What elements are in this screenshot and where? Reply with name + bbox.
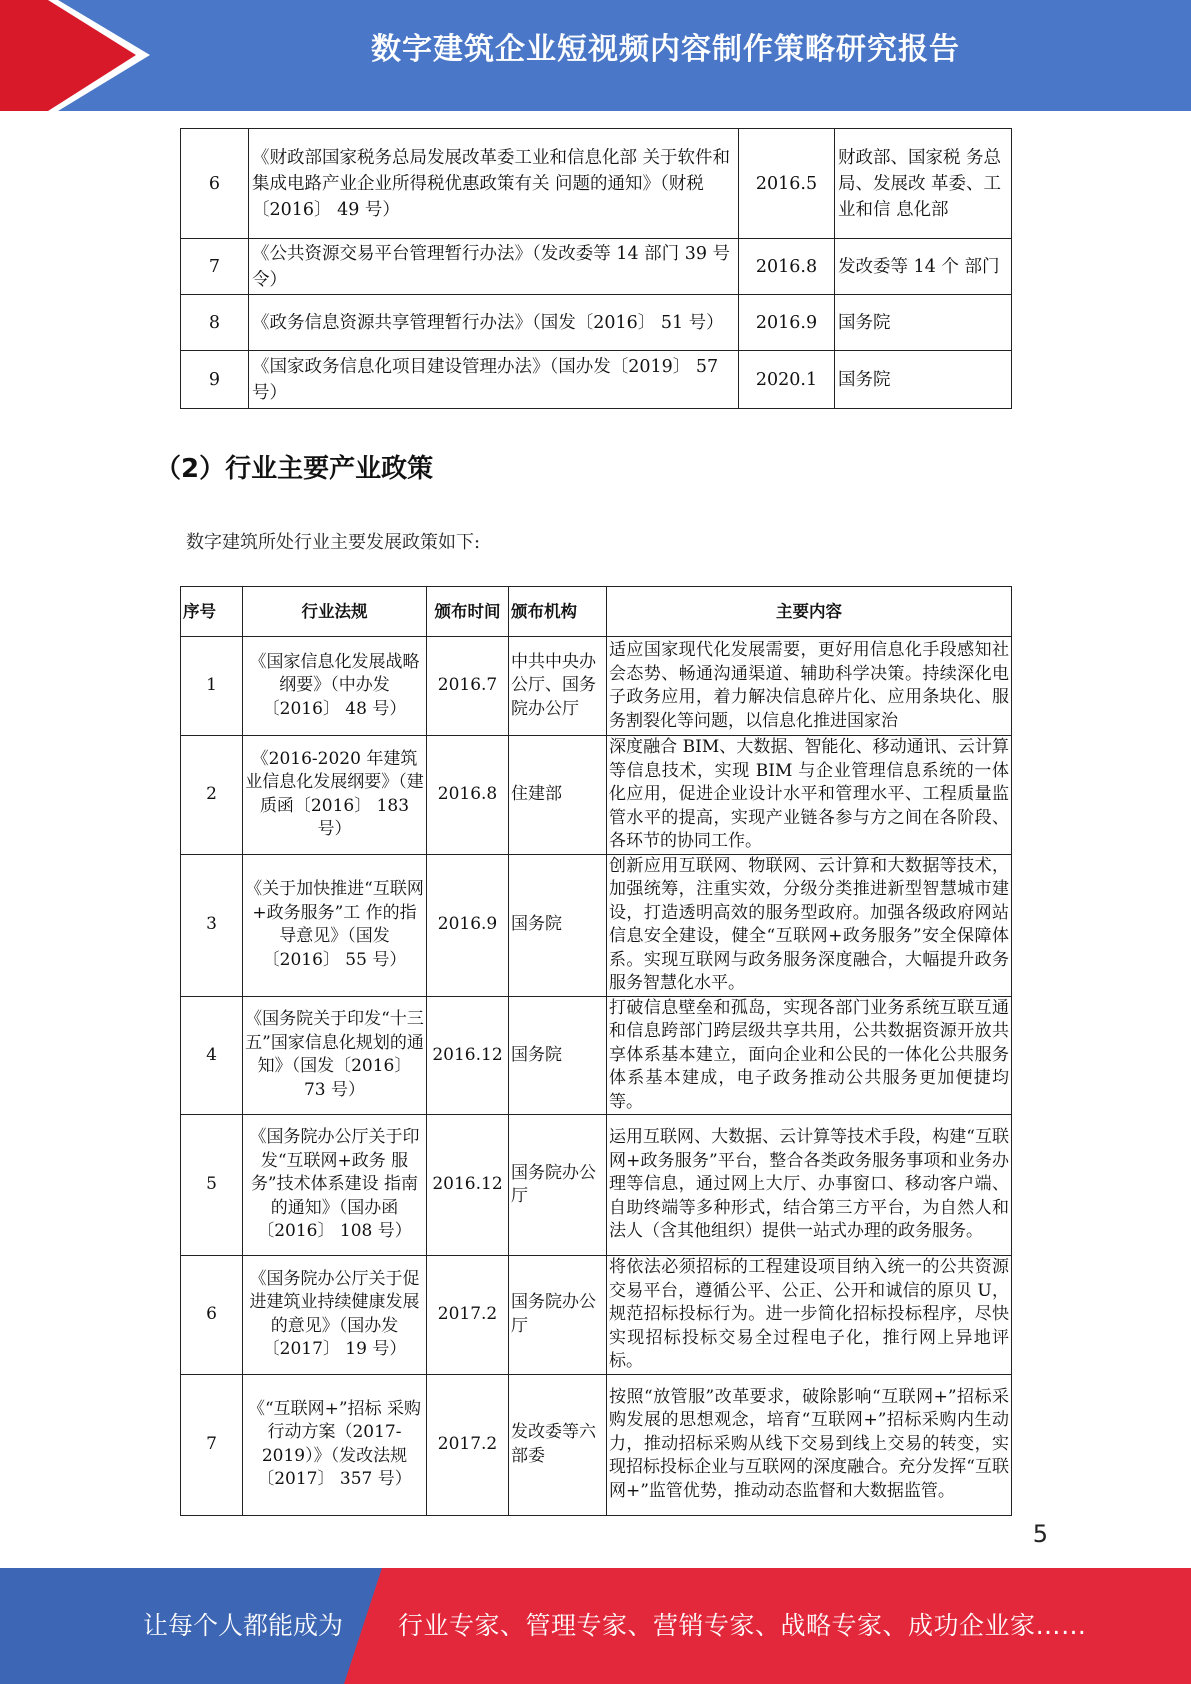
issuing-body: 国务院办公厅 xyxy=(509,1115,607,1256)
table-row xyxy=(181,239,1012,295)
issue-date: 2020.1 xyxy=(739,351,835,409)
header-no: 序号 xyxy=(181,587,243,637)
main-content: 适应国家现代化发展需要，更好用信息化手段感知社会态势、畅通沟通渠道、辅助科学决策。持续深化电子政务应用，着力解决信息碎片化、应用条块化、服务割裂化等问题，以信息化推进国家治 xyxy=(607,637,1012,736)
page-number: 5 xyxy=(1032,1520,1048,1548)
row-number: 4 xyxy=(181,996,243,1115)
main-content: 按照“放管服”改革要求，破除影响“互联网+”招标采购发展的思想观念，培育“互联网+”招标采购内生动力，推动招标采购从线下交易到线上交易的转变，实现招标投标企业与互联网的深度融合。充分发挥“互联网+”监管优势，推动动态监督和大数据监管。 xyxy=(607,1374,1012,1515)
issuing-body: 国务院 xyxy=(509,996,607,1115)
issuing-body: 国务院 xyxy=(835,295,1012,351)
row-number: 7 xyxy=(181,1374,243,1515)
main-content: 创新应用互联网、物联网、云计算和大数据等技术，加强统筹，注重实效，分级分类推进新型智慧城市建设，打造透明高效的服务型政府。加强各级政府网站信息安全建设，健全“互联网+政务服务”安全保障体系。实现互联网与政务服务深度融合，大幅提升政务服务智慧化水平。 xyxy=(607,854,1012,996)
law-name: 《2016-2020 年建筑 业信息化发展纲要》（建质函〔2016〕 183 号） xyxy=(243,736,427,855)
table-row xyxy=(181,351,1012,409)
footer-slogan-right: 行业专家、管理专家、营销专家、战略专家、成功企业家…… xyxy=(398,1611,1087,1640)
table-row xyxy=(181,736,1012,855)
issuing-body: 发改委等 14 个 部门 xyxy=(835,239,1012,295)
page-header xyxy=(0,0,1191,111)
header-org: 颁布机构 xyxy=(509,587,607,637)
section-intro: 数字建筑所处行业主要发展政策如下: xyxy=(186,532,481,553)
issue-date: 2016.9 xyxy=(739,295,835,351)
law-name: 《政务信息资源共享管理暂行办法》（国发〔2016〕 51 号） xyxy=(249,295,739,351)
issuing-body: 住建部 xyxy=(509,736,607,855)
issue-date: 2016.12 xyxy=(427,1115,509,1256)
issuing-body: 发改委等六部委 xyxy=(509,1374,607,1515)
law-name: 《财政部国家税务总局发展改革委工业和信息化部 关于软件和集成电路产业企业所得税优惠政策有关 问题的通知》（财税〔2016〕 49 号） xyxy=(249,129,739,239)
table-row xyxy=(181,854,1012,996)
issue-date: 2016.5 xyxy=(739,129,835,239)
table-row xyxy=(181,1374,1012,1515)
header-content: 主要内容 xyxy=(607,587,1012,637)
table-row xyxy=(181,129,1012,239)
header-law: 行业法规 xyxy=(243,587,427,637)
issue-date: 2016.12 xyxy=(427,996,509,1115)
main-content: 将依法必须招标的工程建设项目纳入统一的公共资源交易平台，遵循公平、公正、公开和诚信的原贝 U，规范招标投标行为。进一步简化招标投标程序，尽快实现招标投标交易全过程电子化，推行网上异地评标。 xyxy=(607,1256,1012,1375)
table-row xyxy=(181,1256,1012,1375)
issue-date: 2017.2 xyxy=(427,1374,509,1515)
footer-slogan-left: 让每个人都能成为 xyxy=(143,1611,344,1640)
report-title: 数字建筑企业短视频内容制作策略研究报告 xyxy=(371,32,960,67)
issuing-body: 国务院办公厅 xyxy=(509,1256,607,1375)
table-row xyxy=(181,996,1012,1115)
law-name: 《国家政务信息化项目建设管理办法》（国办发〔2019〕 57 号） xyxy=(249,351,739,409)
main-content: 深度融合 BIM、大数据、智能化、移动通讯、云计算等信息技术，实现 BIM 与企业管理信息系统的一体化应用，促进企业设计水平和管理水平、工程质量监管水平的提高，实现产业链各参与方之间在各阶段、各环节的协同工作。 xyxy=(607,736,1012,855)
main-content: 运用互联网、大数据、云计算等技术手段，构建“互联网+政务服务”平台，整合各类政务服务事项和业务办理等信息，通过网上大厅、办事窗口、移动客户端、自助终端等多种形式，结合第三方平台，为自然人和法人（含其他组织）提供一站式办理的政务服务。 xyxy=(607,1115,1012,1256)
section-heading: （2）行业主要产业政策 xyxy=(155,454,434,484)
row-number: 3 xyxy=(181,854,243,996)
red-chevron-decoration xyxy=(0,0,160,111)
issue-date: 2016.8 xyxy=(739,239,835,295)
table-row xyxy=(181,637,1012,736)
law-name: 《国务院办公厅关于印发“互联网+政务 服务”技术体系建设 指南的通知》（国办函〔2016〕 108 号） xyxy=(243,1115,427,1256)
policy-table-continued xyxy=(180,128,1012,409)
main-content: 打破信息壁垒和孤岛，实现各部门业务系统互联互通和信息跨部门跨层级共享共用，公共数据资源开放共享体系基本建立，面向企业和公民的一体化公共服务体系基本建成，电子政务推动公共服务更加便捷均等。 xyxy=(607,996,1012,1115)
table-row xyxy=(181,295,1012,351)
page-footer xyxy=(0,1568,1191,1684)
issuing-body: 中共中央办公厅、国务院办公厅 xyxy=(509,637,607,736)
row-number: 8 xyxy=(181,295,249,351)
table-row xyxy=(181,1115,1012,1256)
issue-date: 2017.2 xyxy=(427,1256,509,1375)
row-number: 6 xyxy=(181,129,249,239)
law-name: 《国务院办公厅关于促进建筑业持续健康发展的意见》（国办发〔2017〕 19 号） xyxy=(243,1256,427,1375)
issue-date: 2016.9 xyxy=(427,854,509,996)
header-date: 颁布时间 xyxy=(427,587,509,637)
issue-date: 2016.8 xyxy=(427,736,509,855)
issuing-body: 财政部、国家税 务总局、发展改 革委、工业和信 息化部 xyxy=(835,129,1012,239)
row-number: 6 xyxy=(181,1256,243,1375)
law-name: 《公共资源交易平台管理暂行办法》（发改委等 14 部门 39 号令） xyxy=(249,239,739,295)
issuing-body: 国务院 xyxy=(835,351,1012,409)
row-number: 5 xyxy=(181,1115,243,1256)
law-name: 《关于加快推进“互联网+政务服务”工 作的指导意见》（国发〔2016〕 55 号） xyxy=(243,854,427,996)
row-number: 7 xyxy=(181,239,249,295)
row-number: 9 xyxy=(181,351,249,409)
issuing-body: 国务院 xyxy=(509,854,607,996)
industry-policy-table xyxy=(180,586,1012,1516)
issue-date: 2016.7 xyxy=(427,637,509,736)
law-name: 《国务院关于印发“十三五”国家信息化规划的通知》（国发〔2016〕 73 号） xyxy=(243,996,427,1115)
row-number: 1 xyxy=(181,637,243,736)
law-name: 《国家信息化发展战略纲要》（中办发〔2016〕 48 号） xyxy=(243,637,427,736)
table-header-row xyxy=(181,587,1012,637)
row-number: 2 xyxy=(181,736,243,855)
law-name: 《“互联网+”招标 采购行动方案（2017-2019）》（发改法规〔2017〕 357 号） xyxy=(243,1374,427,1515)
